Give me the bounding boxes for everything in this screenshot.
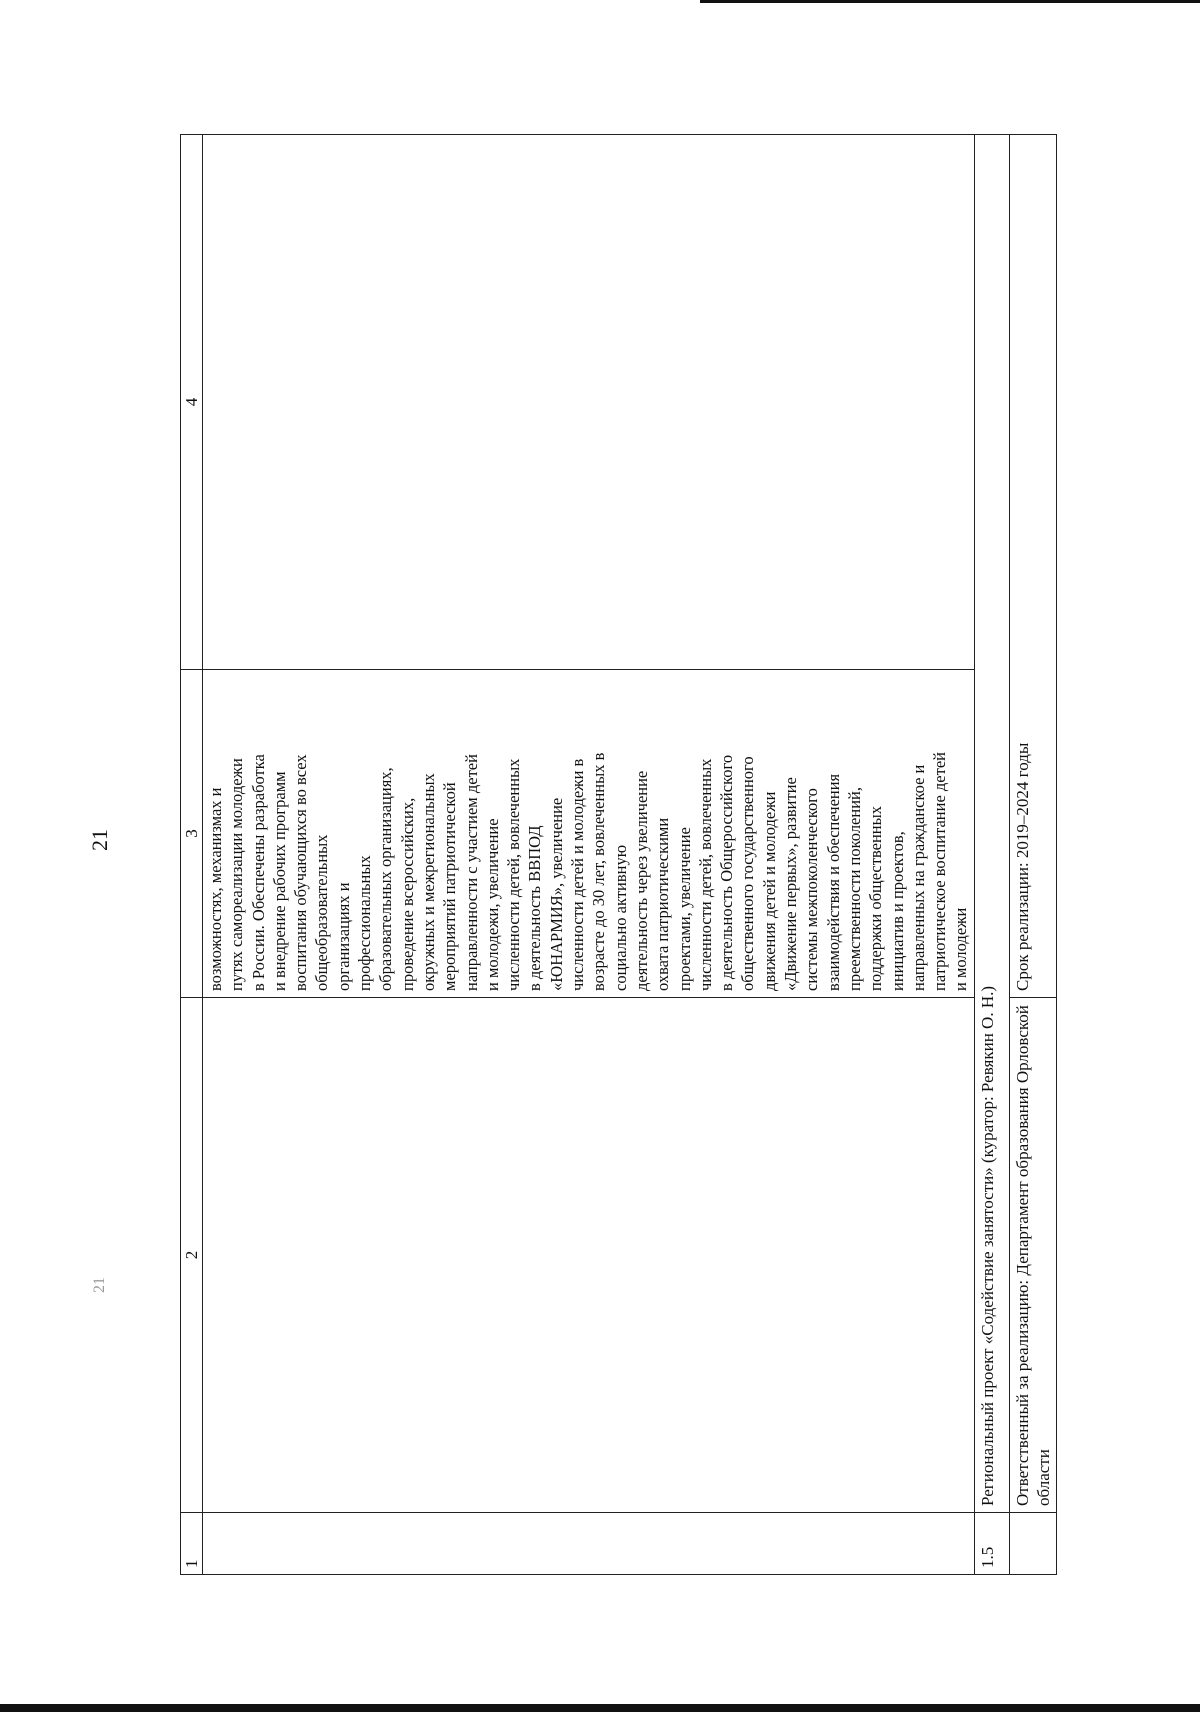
responsible-row (1009, 135, 1056, 1575)
body-col-2 (203, 998, 975, 1513)
result-line: и внедрение рабочих программ (269, 771, 289, 991)
result-line: организациях и (333, 882, 353, 991)
project-number: 1.5 (974, 1513, 1009, 1575)
result-line: образовательных организациях, (376, 767, 396, 991)
header-col-1: 1 (181, 1513, 203, 1575)
result-line: численности детей, вовлеченных (695, 758, 715, 991)
responsible-text: Ответственный за реализацию: Департамент образования Орловской области (1009, 998, 1056, 1513)
result-line: социально активную (610, 844, 630, 991)
result-line: путях самореализации молодежи (227, 758, 247, 991)
result-line: инициатив и проектов, (887, 831, 907, 991)
result-line: и молодежи (951, 907, 971, 991)
result-line: «ЮНАРМИЯ», увеличение (546, 797, 566, 991)
result-line: охвата патриотическими (653, 817, 673, 991)
result-line: в деятельность Общероссийского (717, 754, 737, 991)
body-col-3-results (203, 670, 975, 998)
period-text: Срок реализации: 2019–2024 годы (1009, 135, 1056, 998)
faint-page-mark-text: 21 (91, 1277, 108, 1293)
body-col-4 (203, 135, 975, 670)
result-line: взаимодействия и обеспечения (823, 773, 843, 991)
result-line: общеобразовательных (312, 834, 332, 991)
result-line: мероприятий патриотической (440, 782, 460, 991)
result-line: воспитания обучающихся во всех (291, 754, 311, 991)
result-line: численности детей и молодежи в (568, 758, 588, 991)
result-line: общественного государственного (738, 756, 758, 991)
rotated-table-container (180, 135, 1053, 1575)
project-title: Региональный проект «Содействие занятости» (куратор: Ревякин О. Н.) (974, 135, 1009, 1513)
header-col-3: 3 (181, 670, 203, 998)
page-number-text: 21 (87, 829, 112, 851)
project-row (974, 135, 1009, 1575)
result-line: профессиональных (355, 855, 375, 991)
body-col-1 (203, 1513, 975, 1575)
result-line: и молодежи, увеличение (482, 818, 502, 991)
result-line: проведение всероссийских, (397, 797, 417, 991)
result-line: численности детей, вовлеченных (504, 758, 524, 991)
scan-edge-bottom (0, 1704, 1200, 1712)
result-line: в деятельность ВВПОД (525, 825, 545, 991)
responsible-number (1009, 1513, 1056, 1575)
result-line: в России. Обеспечены разработка (248, 754, 268, 991)
table-header-row (181, 135, 203, 1575)
result-line: направленных на гражданское и (908, 764, 928, 991)
result-line: проектами, увеличение (674, 827, 694, 991)
header-col-4: 4 (181, 135, 203, 670)
result-line: деятельность через увеличение (631, 770, 651, 991)
result-line: системы межпоколенческого (802, 788, 822, 991)
result-line: поддержки общественных (866, 806, 886, 991)
result-line: движения детей и молодежи (759, 791, 779, 991)
result-line: направленности с участием детей (461, 754, 481, 991)
table-body-row (203, 135, 975, 1575)
result-line: патриотическое воспитание детей (930, 752, 950, 991)
result-line: возможностях, механизмах и (206, 787, 225, 991)
plan-table (180, 134, 1057, 1575)
result-line: возрасте до 30 лет, вовлеченных в (589, 752, 609, 991)
result-line: окружных и межрегиональных (418, 773, 438, 991)
header-col-2: 2 (181, 998, 203, 1513)
result-line: «Движение первых», развитие (781, 777, 801, 991)
result-line: преемственности поколений, (844, 787, 864, 991)
scan-edge-top (700, 0, 1200, 3)
